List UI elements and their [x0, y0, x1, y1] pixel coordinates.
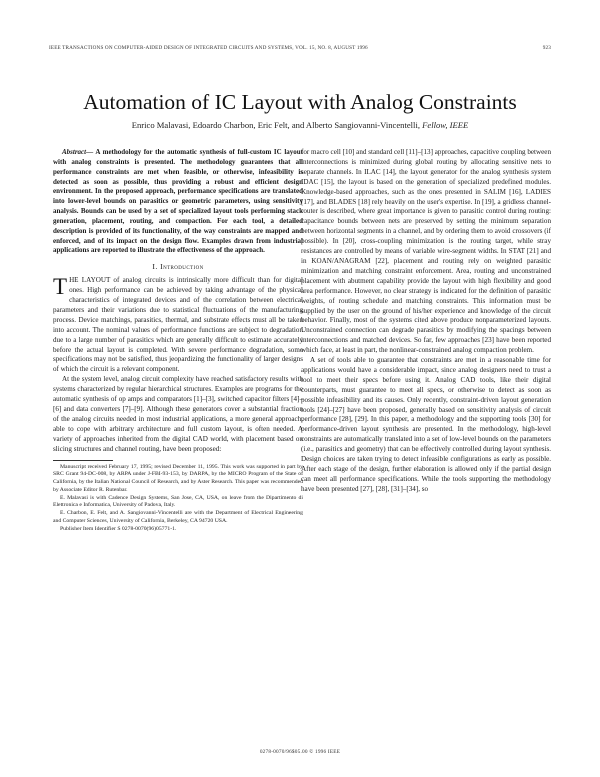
author-fellow: Fellow, IEEE [422, 120, 469, 130]
intro-paragraph-1 [53, 276, 303, 375]
author-names: Enrico Malavasi, Edoardo Charbon, Eric Felt, and Alberto Sangiovanni-Vincentelli, [131, 120, 420, 130]
author-line [0, 120, 600, 130]
drop-cap: T [53, 274, 68, 300]
intro-paragraph-2: At the system level, analog circuit complexity have reached satisfactory results with systems characterized by regular hierarchical structures. Examples are programs for the automatic synthesis of op amps and comparators [1]–[3], switched capacitor filters [4]–[6] and data converters [7]–[9]. Although these generators cover a substantial fraction of the analog circuits needed in most industrial applications, a more general approach, able to cope with arbitrary architecture and full custom layout, is often needed. A variety of approaches inherited from the digital CAD world, with placement based on slicing structures and channel routing, have been proposed: [53, 375, 303, 453]
footnote-manuscript: Manuscript received February 17, 1995; revised December 11, 1995. This work was supported in part by SRC Grant 94-DC-008, by ARPA under J-FBI-93-153, by DARPA, by the MICRO Program of the State of California, by the Italian National Council of Research, and by Aster Research. This paper was recommended by Associate Editor R. Rutenbar. [53, 463, 303, 493]
journal-line: IEEE TRANSACTIONS ON COMPUTER-AIDED DESIGN OF INTEGRATED CIRCUITS AND SYSTEMS, VOL. 15, NO. 8, AUGUST 1996 [49, 45, 368, 51]
intro-paragraph-1-text: HE LAYOUT of analog circuits is intrinsically more difficult than for digital ones. High performance can be achieved by taking advantage of the physical characteristics of integrated devices and of the correlation between electrical parameters and their variations due to statistical fluctuations of the manufacturing process. Device matchings, parasitics, thermal, and substrate effects must all be taken into account. The nominal values of performance functions are subject to degradation due to a large number of parasitics which are generally difficult to estimate accurately before the actual layout is completed. With severe performance degradation, some specifications may not be satisfied, thus jeopardizing the functionality of larger designs of which the circuit is a relevant component. [53, 276, 303, 374]
footnote-publisher-id: Publisher Item Identifier S 0278-0070(96)05771-1. [60, 525, 177, 532]
footnote-rule [53, 460, 113, 461]
footnote-affiliation-1: E. Malavasi is with Cadence Design Systems, San Jose, CA, USA, on leave from the Dipartimento di Elettronica e Informatica, University of Padova, Italy. [53, 494, 303, 509]
left-column [53, 148, 303, 534]
abstract-label: Abstract [62, 148, 87, 156]
right-column [301, 148, 551, 495]
abstract-text: — A methodology for the automatic synthesis of full-custom IC layout with analog constraints is presented. The methodology guarantees that all performance constraints are met when feasible, or otherwise, infeasibility is detected as soon as possible, thus providing a robust and efficient design environment. In the proposed approach, performance specifications are translated into lower-level bounds on parasitics or geometric parameters, using sensitivity analysis. Bounds can be used by a set of specialized layout tools performing stack generation, placement, routing, and compaction. For each tool, a detailed description is provided of its functionality, of the way constraints are mapped and enforced, and of its impact on the design flow. Examples drawn from industrial applications are reported to illustrate the effectiveness of the approach. [53, 148, 303, 255]
copyright-line: 0278-0070/96$05.00 © 1996 IEEE [259, 749, 341, 755]
footnote-affiliation-2: E. Charbon, E. Felt, and A. Sangiovanni-Vincentelli are with the Department of Electrical Engineering and Computer Sciences, University of California, Berkeley, CA 94720 USA. [53, 510, 303, 525]
running-head [49, 45, 551, 51]
page-number: 923 [542, 45, 551, 51]
paper-title: Automation of IC Layout with Analog Constraints [83, 90, 517, 114]
abstract [53, 148, 303, 256]
section-heading: I. Introduction [152, 262, 204, 272]
footnotes [53, 464, 303, 534]
right-paragraph-1: for macro cell [10] and standard cell [11]–[13] approaches, capacitive coupling between interconnections is minimized during global routing by allocating sensitive nets to separate channels. In ILAC [14], the layout generator for the analog synthesis system IDAC [15], the layout is based on the generation of specialized predefined modules. Knowledge-based approaches, such as the ones presented in SALIM [16], LADIES [17], and BLADES [18] rely heavily on the user's expertise. In [19], a gridless channel-router is described, where great importance is given to parasitic control during routing: capacitance bounds between nets are preserved by setting the minimum separation between horizontal segments in a channel, and by ordering them to avoid crossovers (if possible). In [20], cross-coupling minimization is the routing target, while stray resistances are controlled by means of variable wire-segment widths. In STAT [21] and in KOAN/ANAGRAM [22], placement and routing rely on weighted parasitic minimization and matching constraint enforcement. Area, routing and unconstrained placement with abutment capability provide the layout with high flexibility and good area performance. However, no clear strategy is indicated for the definition of parasitic weights, of routing schedule and matching constraints. This information must be supplied by the user on the ground of his/her experience and knowledge of the circuit behavior. Finally, most of the systems cited above produce nonparameterized layouts. Unconstrained connection can degrade parasitics by modifying the spacings between interconnections and matched devices. So far, few approaches [23] have been reported which face, at least in part, the nonlinear-constrained analog compaction problem. [301, 148, 551, 355]
right-paragraph-2: A set of tools able to guarantee that constraints are met in a reasonable time for applications would have a considerable impact, since analog designers need to trust a tool to meet their specs before using it. Analog CAD tools, like their digital counterparts, must guarantee to meet all specs, or otherwise to detect as soon as possible infeasibility and its causes. Only recently, constraint-driven layout generation tools [24]–[27] have been proposed, generally based on sensitivity analysis of circuit performance [28], [29]. In this paper, a methodology and the supporting tools [30] for performance-driven layout synthesis are presented. In the methodology, high-level constraints are automatically translated into a set of low-level bounds on the parameters (i.e., parasitics and geometry) that can be effectively controlled during layout synthesis. Design choices are taken trying to detect infeasible configurations as early as possible. After each stage of the design, further elaboration is allowed only if the partial design can meet all performance specifications. While the tools supporting the methodology have been presented [27], [28], [31]–[34], so [301, 356, 551, 493]
